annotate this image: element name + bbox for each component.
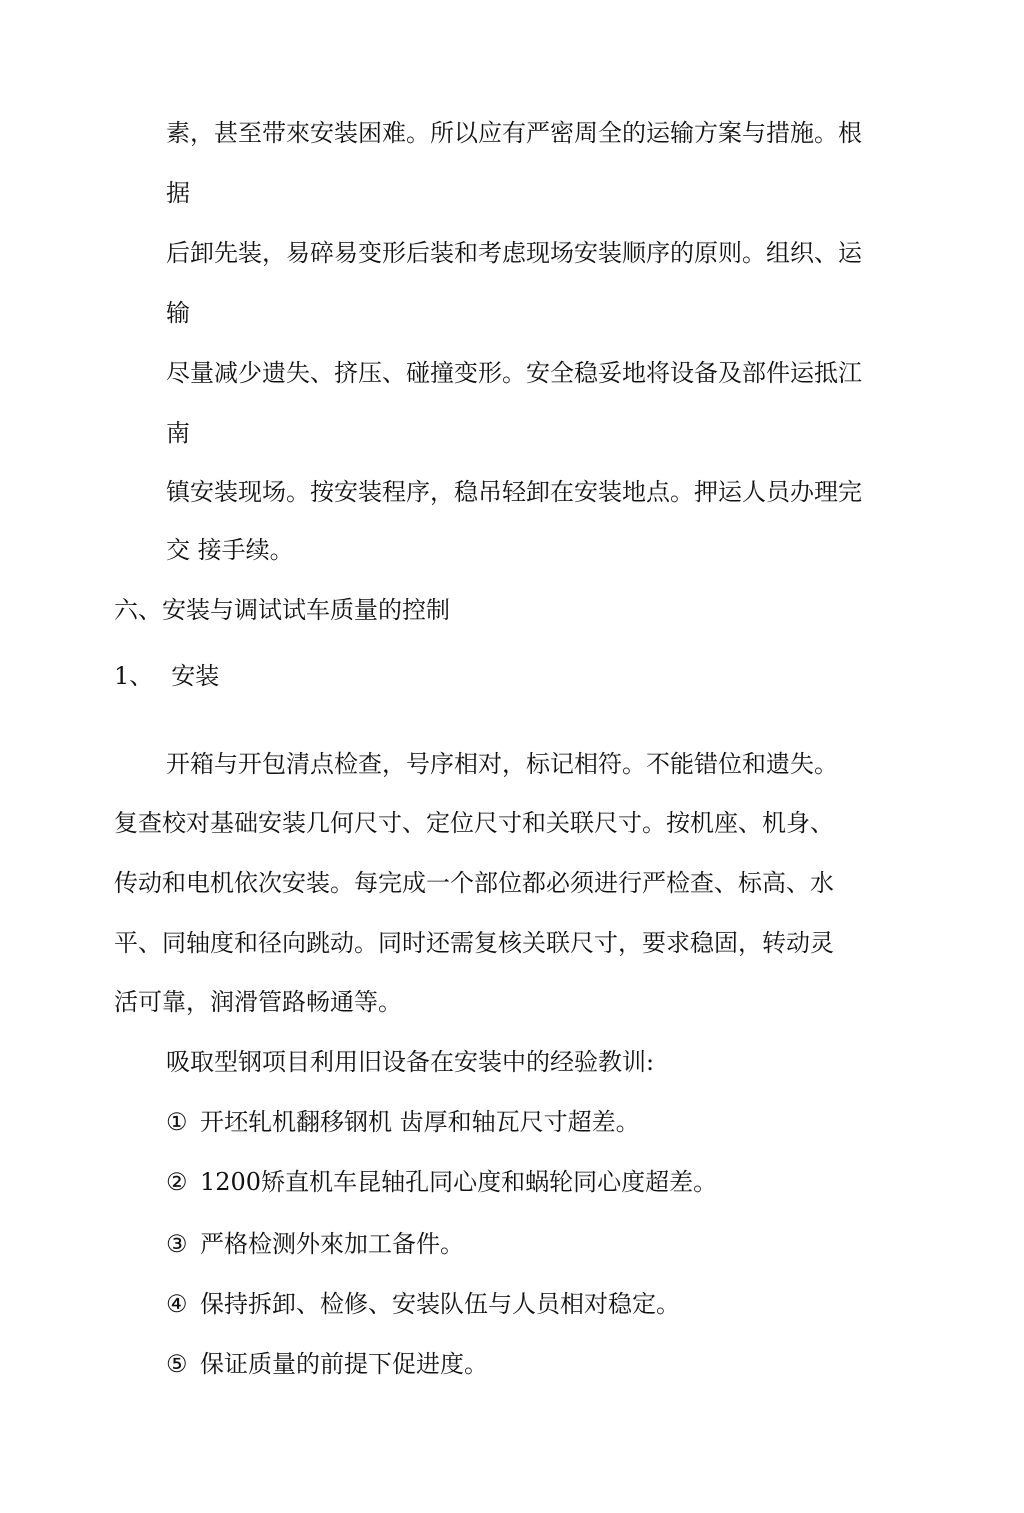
paragraph-line: 复查校对基础安装几何尺寸、定位尺寸和关联尺寸。按机座、机身、 [114,809,834,837]
lessons-intro: 吸取型钢项目利用旧设备在安装中的经验教训: [166,1048,655,1076]
subsection-heading [114,659,219,693]
paragraph-line: 南 [166,419,190,447]
paragraph-line: 交 接手续。 [166,536,294,564]
paragraph-line: 输 [166,299,190,327]
paragraph-line: 据 [166,179,190,207]
subsection-title: 安装 [171,662,220,690]
list-item [166,1165,717,1199]
list-item-text: 严格检测外來加工备件。 [200,1230,464,1258]
list-marker: ④ [166,1290,188,1318]
list-item-text: 保持拆卸、检修、安装队伍与人员相对稳定。 [200,1290,680,1318]
list-item [166,1287,680,1321]
list-marker: ① [166,1108,188,1136]
list-item [166,1105,640,1139]
subsection-number: 1、 [114,662,154,690]
list-item [166,1227,464,1261]
paragraph-line: 镇安装现场。按安装程序，稳吊轻卸在安装地点。押运人员办理完 [166,478,862,506]
list-marker: ③ [166,1230,188,1258]
list-item-text: 1200矫直机车昆轴孔同心度和蜗轮同心度超差。 [200,1168,718,1196]
list-item [166,1347,488,1381]
paragraph-line: 开箱与开包清点检查，号序相对，标记相符。不能错位和遗失。 [166,750,838,778]
section-heading: 六、安装与调试试车质量的控制 [114,596,450,624]
list-marker: ⑤ [166,1350,188,1378]
paragraph-line: 素，甚至带來安装困难。所以应有严密周全的运输方案与措施。根 [166,119,862,147]
list-marker: ② [166,1168,188,1196]
paragraph-line: 后卸先装，易碎易变形后装和考虑现场安装顺序的原则。组织、运 [166,239,862,267]
paragraph-line: 活可靠，润滑管路畅通等。 [114,988,402,1016]
paragraph-line: 平、同轴度和径向跳动。同时还需复核关联尺寸，要求稳固，转动灵 [114,929,834,957]
paragraph-line: 尽量减少遗失、挤压、碰撞变形。安全稳妥地将设备及部件运抵江 [166,359,862,387]
paragraph-line: 传动和电机依次安装。每完成一个部位都必须进行严检查、标高、水 [114,869,834,897]
list-item-text: 保证质量的前提下促进度。 [200,1350,488,1378]
list-item-text: 开坯轧机翻移钢机 齿厚和轴瓦尺寸超差。 [200,1108,640,1136]
